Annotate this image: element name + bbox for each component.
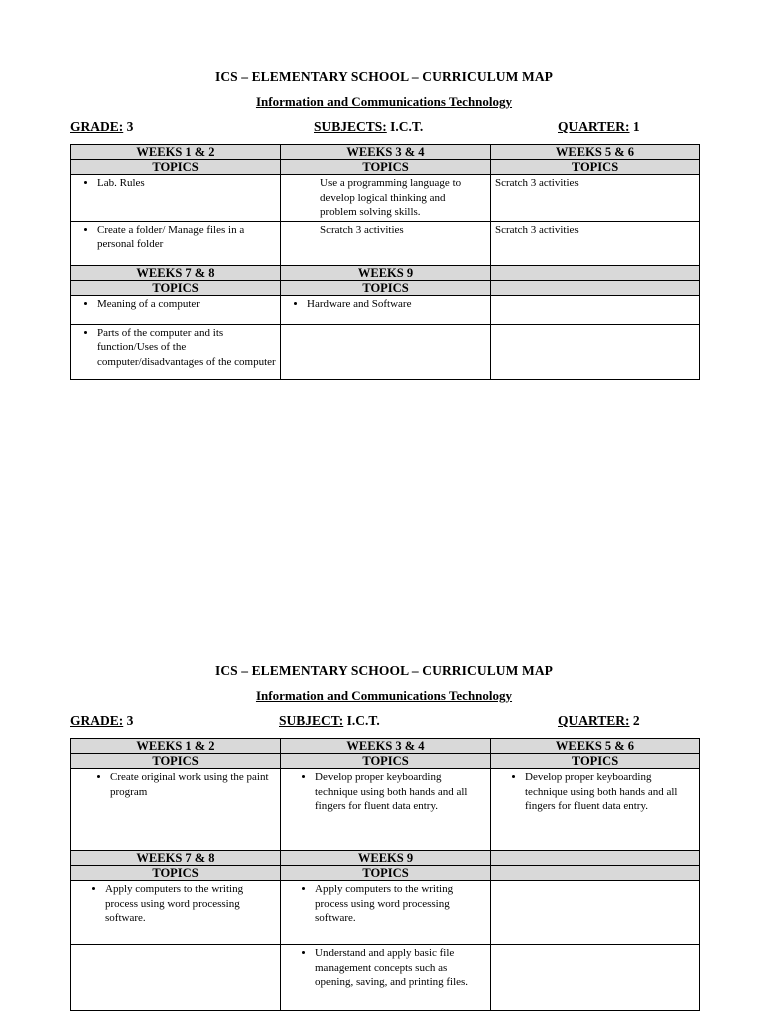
topic-cell — [491, 295, 700, 324]
topic-cell — [491, 769, 700, 851]
topic-item: • Meaning of a computer — [97, 297, 276, 312]
topic-item: • Understand and apply basic file management concepts such as opening, saving, and printing files. — [315, 946, 486, 990]
topic-cell — [71, 881, 281, 945]
topic-item: Scratch 3 activities — [320, 223, 404, 236]
topic-cell — [491, 945, 700, 1011]
topic-item: • Lab. Rules — [97, 176, 276, 191]
topics-header: TOPICS — [71, 754, 281, 769]
week-header: WEEKS 9 — [281, 851, 491, 866]
topic-cell — [281, 769, 491, 851]
topic-cell — [281, 175, 491, 222]
week-header: WEEKS 5 & 6 — [491, 739, 700, 754]
topic-cell — [71, 769, 281, 851]
week-header: WEEKS 1 & 2 — [71, 739, 281, 754]
topic-cell — [71, 175, 281, 222]
week-header — [491, 265, 700, 280]
week-header: WEEKS 9 — [281, 265, 491, 280]
page-2-title: ICS – ELEMENTARY SCHOOL – CURRICULUM MAP — [214, 663, 554, 678]
topic-cell — [491, 881, 700, 945]
topic-item: • Apply computers to the writing process using word processing software. — [105, 882, 276, 926]
topic-item: Scratch 3 activities — [495, 177, 579, 189]
topic-cell — [491, 175, 700, 222]
week-header: WEEKS 3 & 4 — [281, 145, 491, 160]
topics-header: TOPICS — [71, 866, 281, 881]
topic-item: • Develop proper keyboarding technique using both hands and all fingers for fluent data entry. — [525, 770, 695, 814]
week-header: WEEKS 1 & 2 — [71, 145, 281, 160]
page-1-subtitle: Information and Communications Technology — [255, 94, 513, 109]
week-header: WEEKS 7 & 8 — [71, 265, 281, 280]
topics-header: TOPICS — [281, 754, 491, 769]
topic-item: • Parts of the computer and its function/Uses of the computer/disadvantages of the computer — [97, 326, 276, 370]
topic-cell — [491, 324, 700, 379]
page-2-curriculum-table — [70, 738, 700, 1011]
topics-header: TOPICS — [281, 280, 491, 295]
page-1-grade: GRADE: 3 — [70, 119, 134, 134]
topics-header — [491, 866, 700, 881]
topic-item: • Hardware and Software — [307, 297, 486, 312]
page-2-subject: SUBJECT: I.C.T. — [279, 713, 380, 728]
topics-header: TOPICS — [71, 280, 281, 295]
topics-header: TOPICS — [491, 160, 700, 175]
topic-item: • Create a folder/ Manage files in a personal folder — [97, 223, 276, 252]
topics-header: TOPICS — [281, 160, 491, 175]
page-1-curriculum-table — [70, 144, 700, 380]
topic-cell — [71, 945, 281, 1011]
week-header: WEEKS 3 & 4 — [281, 739, 491, 754]
topic-cell — [71, 295, 281, 324]
topic-cell — [281, 881, 491, 945]
topic-item: Scratch 3 activities — [495, 223, 579, 236]
topic-item: • Apply computers to the writing process using word processing software. — [315, 882, 486, 926]
topic-cell — [491, 221, 700, 265]
topics-header: TOPICS — [71, 160, 281, 175]
topic-item: • Develop proper keyboarding technique using both hands and all fingers for fluent data entry. — [315, 770, 486, 814]
topic-item: Use a programming language to develop logical thinking and problem solving skills. — [320, 177, 462, 218]
week-header: WEEKS 7 & 8 — [71, 851, 281, 866]
page-2-grade: GRADE: 3 — [70, 713, 134, 728]
topic-cell — [71, 221, 281, 265]
topic-item: • Create original work using the paint program — [110, 770, 276, 799]
topics-header — [491, 280, 700, 295]
page-1-title: ICS – ELEMENTARY SCHOOL – CURRICULUM MAP — [214, 69, 554, 84]
topic-cell — [71, 324, 281, 379]
topic-cell — [281, 295, 491, 324]
topic-cell — [281, 945, 491, 1011]
page-1-quarter: QUARTER: 1 — [558, 119, 640, 134]
topic-cell — [281, 324, 491, 379]
topics-header: TOPICS — [491, 754, 700, 769]
topics-header: TOPICS — [281, 866, 491, 881]
page-2-subtitle: Information and Communications Technology — [255, 688, 513, 703]
week-header — [491, 851, 700, 866]
page-2-quarter: QUARTER: 2 — [558, 713, 640, 728]
page-1-subject: SUBJECTS: I.C.T. — [314, 119, 424, 134]
topic-cell — [281, 221, 491, 265]
week-header: WEEKS 5 & 6 — [491, 145, 700, 160]
